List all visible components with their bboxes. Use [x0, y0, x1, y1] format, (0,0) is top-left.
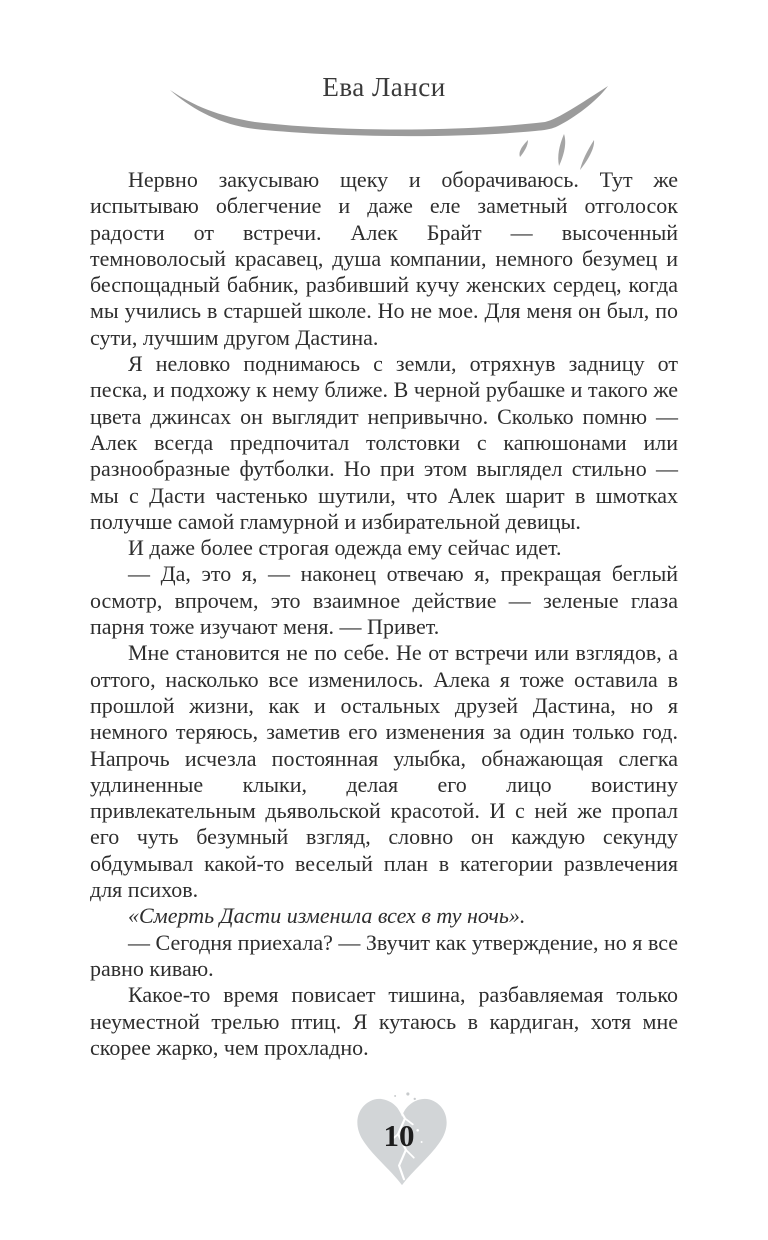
author-name: Ева Ланси	[322, 72, 446, 102]
page-number: 10	[383, 1118, 415, 1153]
paragraph: Какое-то время повисает тишина, разбавляемая только неуместной трелью птиц. Я кутаюсь в кардиган, хотя мне скорее жарко, чем прохладно.	[90, 982, 678, 1060]
paragraph: И даже более строгая одежда ему сейчас идет.	[128, 535, 562, 561]
brush-stroke-ornament-icon	[160, 84, 630, 176]
paragraph: — Сегодня приехала? — Звучит как утверждение, но я все равно киваю.	[90, 929, 678, 981]
paragraph: Я неловко поднимаюсь с земли, отряхнув задницу от песка, и подхожу к нему ближе. В черной рубашке и такого же цвета джинсах он выглядит непривычно. Сколько помню — Алек всегда предпочитал толстовки с капюшонами или разнообразные футболки. Но при этом выглядел стильно — мы с Дасти частенько шутили, что Алек шарит в шмотках получше самой гламурной и избирательной девицы.	[90, 351, 678, 534]
paragraph: — Да, это я, — наконец отвечаю я, прекращая беглый осмотр, впрочем, это взаимное действие — зеленые глаза парня тоже изучают меня. — Привет.	[90, 561, 678, 640]
paragraph: Мне становится не по себе. Не от встречи или взглядов, а оттого, насколько все изменилось. Алека я тоже оставила в прошлой жизни, как и остальных друзей Дастина, но я немного теряюсь, заметив его изменения за один только год. Напрочь исчезла постоянная улыбка, обнажающая слегка удлиненные клыки, делая его лицо воистину привлекательным дьявольской красотой. И с ней же пропал его чуть безумный взгляд, словно он каждую секунду обдумывал какой-то веселый план в категории развлечения для психов.	[90, 640, 678, 903]
paragraph: Нервно закусываю щеку и оборачиваюсь. Тут же испытываю облегчение и даже еле заметный отголосок радости от встречи. Алек Брайт — высоченный темноволосый красавец, душа компании, немного безумец и беспощадный бабник, разбивший кучу женских сердец, когда мы учились в старшей школе. Но не мое. Для меня он был, по сути, лучшим другом Дастина.	[90, 167, 678, 350]
paragraph-thought: «Смерть Дасти изменила всех в ту ночь».	[128, 903, 526, 929]
page-text	[90, 167, 678, 1061]
